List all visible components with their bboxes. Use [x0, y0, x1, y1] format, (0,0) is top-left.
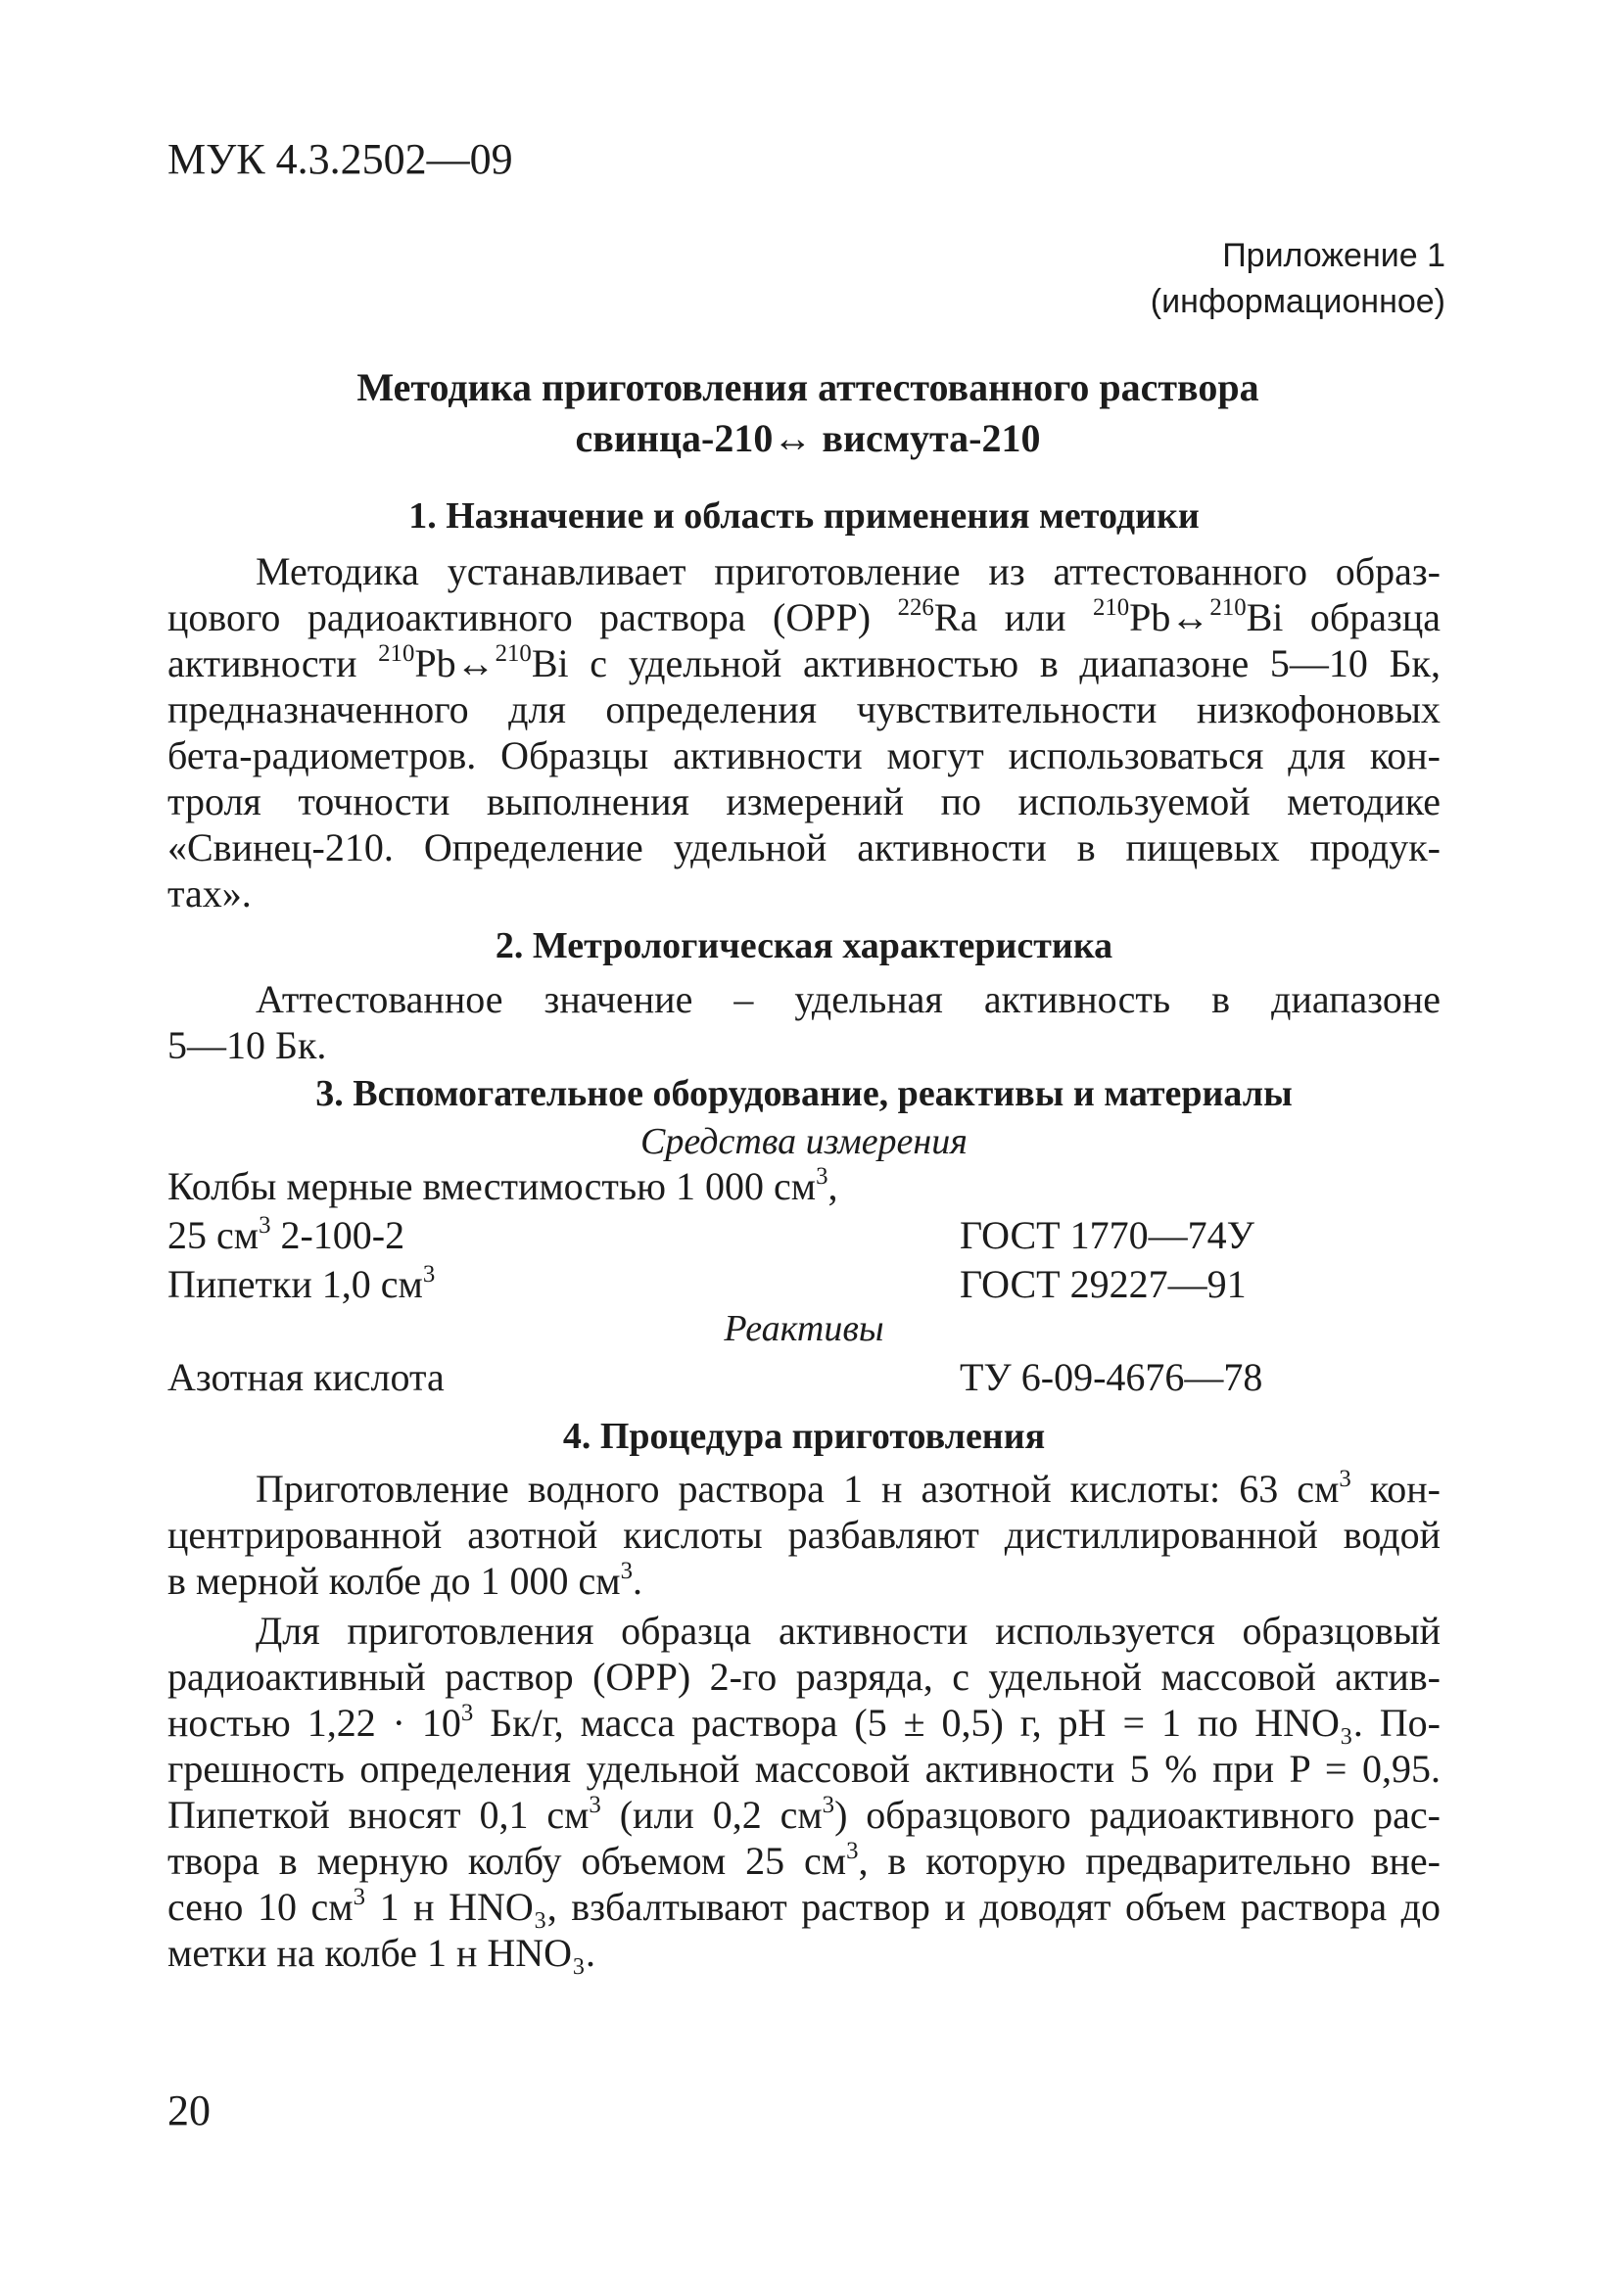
- section-2-paragraph: [167, 976, 1441, 1068]
- text-line: сено 10 $см^3$ 1 н HNO₃, взбалтывают раствор и доводят объем раствора до: [167, 1883, 1441, 1929]
- text-line: троля точности выполнения измерений по используемой методике: [167, 779, 1441, 823]
- text-line: ностью $1,22 \cdot 10^3$ Бк/г, масса раствора (5 ± 0,5) г, pH = 1 по HNO₃. По-: [167, 1699, 1441, 1745]
- section-4-paragraph-2: [167, 1608, 1441, 1976]
- section-1-paragraph: [167, 548, 1441, 916]
- text-line: предназначенного для определения чувствительности низкофоновых: [167, 687, 1441, 731]
- equipment-standard: ГОСТ 1770—74У: [960, 1213, 1254, 1257]
- reagent-item: Азотная кислота: [167, 1355, 445, 1399]
- section-2-heading: 2. Метрологическая характеристика: [495, 925, 1113, 966]
- text-line: Приготовление водного раствора 1 н азотной кислоты: 63 $см^3$ кон-: [256, 1465, 1441, 1511]
- text-line: 5—10 Бк.: [167, 1023, 327, 1067]
- text-line: Аттестованное значение – удельная активность в диапазоне: [256, 977, 1441, 1021]
- reagent-standard: ТУ 6-09-4676—78: [960, 1355, 1263, 1399]
- text-line: в мерной колбе до 1 000 $см^3$.: [167, 1557, 643, 1603]
- equipment-standard: ГОСТ 29227—91: [960, 1262, 1247, 1306]
- text-line: грешность определения удельной массовой активности 5 % при P = 0,95.: [167, 1747, 1441, 1791]
- section-1-heading: 1. Назначение и область применения методики: [408, 495, 1200, 537]
- title-line-2: свинца-210↔ висмута-210: [575, 416, 1041, 460]
- text-line: активности $^{210}$Pb↔$^{210}$Bi с удельной активностью в диапазоне 5—10 Бк,: [167, 639, 1441, 685]
- measuring-instruments-subheading: Средства измерения: [640, 1121, 968, 1162]
- text-line: цового радиоактивного раствора (ОРР) $^{226}$Ra или $^{210}$Pb↔$^{210}$Bi образца: [167, 593, 1441, 639]
- text-line: «Свинец-210. Определение удельной активности в пищевых продук-: [167, 825, 1441, 869]
- equipment-item: Колбы мерные вместимостью 1 000 $см^3$,: [167, 1162, 838, 1208]
- text-line: Пипеткой вносят 0,1 $см^3$ (или 0,2 $см^3$) образцового радиоактивного рас-: [167, 1791, 1442, 1837]
- text-line: Методика устанавливает приготовление из аттестованного образ-: [256, 549, 1441, 593]
- text-line: тах».: [167, 871, 252, 915]
- document-code: МУК 4.3.2502—09: [167, 135, 513, 183]
- section-4-heading: 4. Процедура приготовления: [562, 1416, 1046, 1457]
- text-line: метки на колбе 1 н HNO₃.: [167, 1931, 595, 1975]
- text-line: радиоактивный раствор (ОРР) 2-го разряда, с удельной массовой актив-: [167, 1655, 1441, 1699]
- section-3-heading: 3. Вспомогательное оборудование, реактивы и материалы: [315, 1073, 1293, 1114]
- page-title: [171, 362, 1444, 464]
- title-line-1: Методика приготовления аттестованного раствора: [356, 365, 1259, 409]
- page-number: 20: [167, 2086, 211, 2134]
- appendix-type: (информационное): [1150, 283, 1445, 320]
- appendix-number: Приложение 1: [1222, 237, 1445, 274]
- text-line: центрированной азотной кислоты разбавляют дистиллированной водой: [167, 1513, 1441, 1557]
- text-line: Для приготовления образца активности используется образцовый: [256, 1609, 1441, 1653]
- equipment-item: 25 $см^3$ 2-100-2: [167, 1211, 405, 1257]
- appendix-label: [1151, 233, 1445, 325]
- section-4-paragraph-1: [167, 1466, 1441, 1604]
- reagents-subheading: Реактивы: [724, 1308, 884, 1349]
- text-line: бета-радиометров. Образцы активности могут использоваться для кон-: [167, 733, 1441, 777]
- equipment-item: Пипетки 1,0 $см^3$: [167, 1260, 436, 1306]
- text-line: твора в мерную колбу объемом 25 $см^3$, в которую предварительно вне-: [167, 1837, 1441, 1883]
